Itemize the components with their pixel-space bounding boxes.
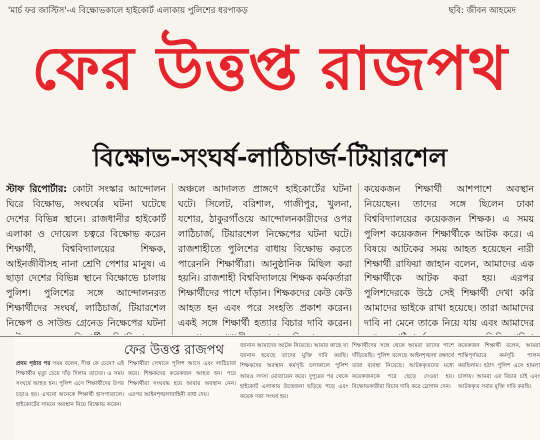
- continuation-column-4: [352, 341, 454, 440]
- continuation-column-1: [16, 359, 124, 440]
- photo-caption: 'মার্চ ফর জাস্টিস'-এ বিক্ষোভকালে হাইকোর্ট এলাকায় পুলিশের ধরপাকড়: [8, 6, 248, 16]
- continuation-column-3-text: জানান আমাদের আটক নিয়েছে। আমার কাছে যা জানান হয়েছে তাদের মুক্তি দাবি করছি। শিক্ষকদের অবস্থান কর্মসূচি চলাকালে পুলিশ আরও সদস্য মোতায়েন করে। দুপুরের পর থেকে হাইকোর্ট এলাকায় উত্তেজনা ছড়িয়ে পড়ে এবং কয়েক দফা সংঘর্ষ হয়।: [240, 343, 348, 401]
- column-3-text: কয়েকজন শিক্ষার্থী আশপাশে অবস্থান নিয়েছেন। তাদের সঙ্গে ছিলেন ঢাকা বিশ্ববিদ্যালয়ের কয়েকজন শিক্ষক। এ সময় পুলিশ কয়েকজন শিক্ষার্থীকে আটক করে। এ বিষয়ে আটকের সময় আহত হয়েছেন নারী শিক্ষার্থী রাফিয়া জাহান বলেন, আমাদের এক শিক্ষার্থীকে আটক করা হয়। এরপর পুলিশদেরকে উঠে সেই শিক্ষার্থী দেখা করি আমাদের ভাইকে রাখা হয়েছে। তারা আমাদের দাবি না মেনে তাকে নিয়ে যায় এবং আমাদের: [364, 184, 534, 330]
- photo-caption-bar: [0, 0, 540, 20]
- continuation-column-5-text: কয়েকজন শিক্ষার্থী বলেন, আমরা শান্তিপূর্ণভাবে কর্মসূচি পালন করছিলাম। হঠাৎ পুলিশ এসে হামলা চালায়। আমরা এর বিচার চাই এবং আটককৃত সবার মুক্তি দাবি করছি।: [458, 343, 540, 390]
- continuation-column-5: [458, 341, 540, 440]
- byline: স্টাফ রিপোর্টার:: [6, 184, 68, 195]
- continuation-column-4-text: শিক্ষার্থীদের সঙ্গে থেকে আমরা তাদের পাশে দাঁড়িয়েছি। পুলিশ বলেছে আইনশৃঙ্খলা রক্ষার্থে তারা ব্যবস্থা নিয়েছে। আটককৃতদের মধ্যে কয়েকজনকে পরে ছেড়ে দেওয়া হয়। বিক্ষোভকারীরা বিচার দাবি করে স্লোগান দেন।: [352, 343, 454, 390]
- continuation-column-2: [128, 359, 236, 440]
- article-column-3: [364, 183, 534, 335]
- column-2-text: অঞ্চলে আদালত প্রাঙ্গণে হাইকোর্টের ঘটনা ঘটে। সিলেট, বরিশাল, গাজীপুর, খুলনা, যশোর, ঠাকুরগাঁওয়ে আন্দোলনকারীদের ওপর লাঠিচার্জ, টিয়ারশেল নিক্ষেপের ঘটনা ঘটে। রাজশাহীতে পুলিশের বাধায় বিক্ষোভ করতে পারেননি শিক্ষার্থীরা। আনুষ্ঠানিক মিছিল করা হয়নি। রাজশাহী বিশ্ববিদ্যালয়ে শিক্ষক কর্মকর্তারা শিক্ষার্থীদের পাশে দাঁড়ান। শিক্ষকদের কেউ কেউ আহত হন এবং পরে সংহতি প্রকাশ করেন। একই সঙ্গে শিক্ষার্থী হত্যার বিচার দাবি করেন।: [178, 184, 352, 330]
- article-column-2: [178, 183, 352, 335]
- continuation-column-3: [240, 341, 348, 440]
- column-divider: [358, 183, 359, 335]
- continuation-clipping: [14, 337, 540, 440]
- column-divider: [172, 183, 173, 335]
- photo-credit: ছবি: জীবন আহমেদ: [448, 6, 516, 16]
- column-1-text: কোটা সংস্কার আন্দোলন ঘিরে বিক্ষোভ, সংঘর্ষের ঘটনা ঘটেছে দেশের বিভিন্ন স্থানে। রাজধানীর হাইকোর্ট এলাকা ও দোয়েল চত্বরে বিক্ষোভ করেন শিক্ষার্থী, বিশ্ববিদ্যালয়ের শিক্ষক, আইনজীবীসহ নানা শ্রেণি পেশার মানুষ। এ ছাড়া দেশের বিভিন্ন স্থানে বিক্ষোভে চালায় পুলিশ। পুলিশের সঙ্গে আন্দোলনরত শিক্ষার্থীদের সংঘর্ষ, লাঠিচার্জ, টিয়ারশেল নিক্ষেপ ও সাউন্ড গ্রেনেড নিক্ষেপের ঘটনা: [6, 184, 166, 330]
- article-body: [6, 183, 534, 335]
- continuation-column-2-text: শিক্ষার্থীরা সেখানে পুলিশ আসে এবং লাঠিচার্জ করে। শিক্ষকদের কয়েকজন আহত হন। পরে শিক্ষার্থীরা সংঘবদ্ধ হয়ে আবার অবস্থান নেন। এরপর আইনশৃঙ্খলাবাহিনী বাধা দেয়।: [128, 361, 236, 398]
- continuation-title: ফের উত্তপ্ত রাজপথ: [123, 343, 225, 358]
- article-column-1: [6, 183, 166, 335]
- continuation-lead: প্রথম পৃষ্ঠার পর: [16, 361, 51, 367]
- subheadline: বিক্ষোভ-সংঘর্ষ-লাঠিচার্জ-টিয়ারশেল: [92, 143, 448, 172]
- headline: ফের উত্তপ্ত রাজপথ: [31, 34, 509, 104]
- continuation-column-1-text: সময় বলেন, দীপ্ত কে চেনে? এই শিক্ষার্থীর মৃত্যু চেয়ে দাঁড় দিলাম তাদের। এ সময় সংঘর্ষে আহত হন। পুলিশ এসে শিক্ষার্থীদের উপর চড়াও হয়। এখনো অনেকে শিক্ষার্থী হাসপাতালে। হাইকোর্টের সামনে অবস্থান নিয়ে বিক্ষোভ করেন।: [16, 361, 124, 408]
